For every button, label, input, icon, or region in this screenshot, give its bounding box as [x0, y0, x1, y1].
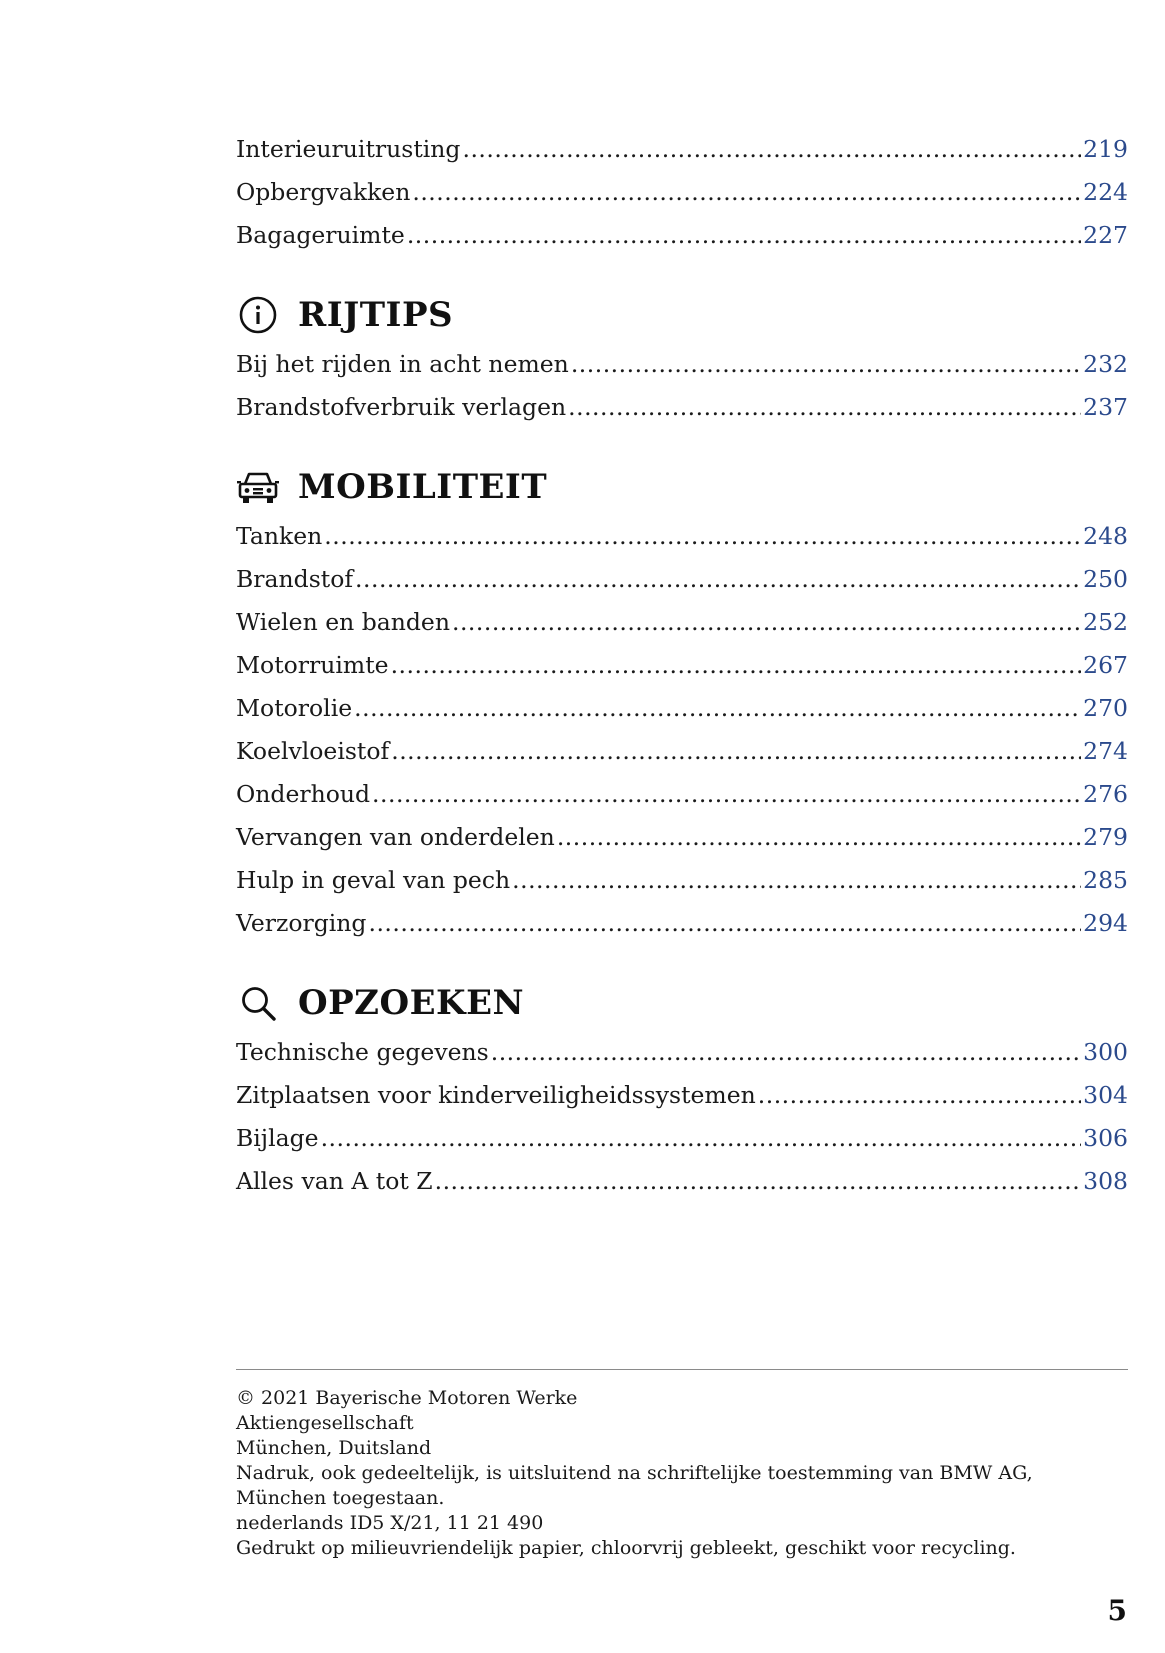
toc-entry-title: Wielen en banden — [236, 608, 450, 636]
toc-entry-page[interactable]: 224 — [1083, 178, 1128, 206]
toc-entry-page[interactable]: 294 — [1083, 909, 1128, 937]
toc-entry-page[interactable]: 219 — [1083, 135, 1128, 163]
section-heading-rijtips — [236, 293, 1128, 337]
toc-entry-title: Tanken — [236, 522, 323, 550]
section-title: RIJTIPS — [298, 295, 454, 335]
dot-leader — [568, 386, 1081, 429]
dot-leader — [435, 1160, 1082, 1203]
toc-entry-page[interactable]: 279 — [1083, 823, 1128, 851]
table-of-contents — [236, 128, 1128, 1203]
toc-entry-page[interactable]: 276 — [1083, 780, 1128, 808]
dot-leader — [355, 558, 1081, 601]
toc-entry-page[interactable]: 248 — [1083, 522, 1128, 550]
dot-leader — [324, 515, 1081, 558]
dot-leader — [372, 773, 1081, 816]
toc-entry-page[interactable]: 237 — [1083, 393, 1128, 421]
dot-leader — [462, 128, 1081, 171]
edition-line: nederlands ID5 X/21, 11 21 490 — [236, 1512, 544, 1534]
dot-leader — [758, 1074, 1081, 1117]
section-heading-mobiliteit — [236, 465, 1128, 509]
toc-entry[interactable] — [236, 515, 1128, 558]
toc-entry-page[interactable]: 267 — [1083, 651, 1128, 679]
company-line: Aktiengesellschaft — [236, 1412, 414, 1434]
dot-leader — [321, 1117, 1082, 1160]
dot-leader — [391, 730, 1081, 773]
section-title: MOBILITEIT — [298, 467, 548, 507]
toc-entry-title: Alles van A tot Z — [236, 1167, 433, 1195]
toc-entry-title: Motorolie — [236, 694, 353, 722]
dot-leader — [491, 1031, 1081, 1074]
car-icon — [236, 465, 280, 509]
section-title: OPZOEKEN — [298, 983, 525, 1023]
toc-entry-title: Verzorging — [236, 909, 367, 937]
printing-notice: Gedrukt op milieuvriendelijk papier, chloorvrij gebleekt, geschikt voor recycling. — [236, 1537, 1016, 1559]
toc-entry-title: Opbergvakken — [236, 178, 411, 206]
dot-leader — [557, 816, 1081, 859]
toc-entry[interactable] — [236, 816, 1128, 859]
toc-entry-opbergvakken[interactable] — [236, 171, 1128, 214]
toc-entry[interactable] — [236, 386, 1128, 429]
toc-entry-page[interactable]: 227 — [1083, 221, 1128, 249]
toc-entry-title: Brandstof — [236, 565, 354, 593]
toc-entry[interactable] — [236, 687, 1128, 730]
toc-entry-title: Koelvloeistof — [236, 737, 390, 765]
toc-entry-title: Interieuruitrusting — [236, 135, 461, 163]
toc-entry-title: Bij het rijden in acht nemen — [236, 350, 569, 378]
toc-entry-page[interactable]: 274 — [1083, 737, 1128, 765]
toc-entry[interactable] — [236, 601, 1128, 644]
toc-entry[interactable] — [236, 644, 1128, 687]
toc-entry-page[interactable]: 308 — [1083, 1167, 1128, 1195]
toc-entry-interieuruitrusting[interactable] — [236, 128, 1128, 171]
toc-entry-bagageruimte[interactable] — [236, 214, 1128, 257]
toc-entry-page[interactable]: 232 — [1083, 350, 1128, 378]
toc-entry-title: Hulp in geval van pech — [236, 866, 511, 894]
toc-entry-title: Motorruimte — [236, 651, 389, 679]
toc-entry-page[interactable]: 252 — [1083, 608, 1128, 636]
toc-entry-title: Bijlage — [236, 1124, 319, 1152]
reprint-notice: Nadruk, ook gedeeltelijk, is uitsluitend na schriftelijke toestemming van BMW AG, München toegestaan. — [236, 1462, 1033, 1509]
location-line: München, Duitsland — [236, 1437, 432, 1459]
section-heading-opzoeken — [236, 981, 1128, 1025]
dot-leader — [407, 214, 1081, 257]
dot-leader — [412, 171, 1081, 214]
search-icon — [236, 981, 280, 1025]
toc-entry-title: Onderhoud — [236, 780, 371, 808]
toc-entry-page[interactable]: 306 — [1083, 1124, 1128, 1152]
toc-entry-title: Bagageruimte — [236, 221, 405, 249]
dot-leader — [452, 601, 1081, 644]
dot-leader — [368, 902, 1081, 945]
toc-entry[interactable] — [236, 773, 1128, 816]
toc-entry[interactable] — [236, 1160, 1128, 1203]
toc-entry[interactable] — [236, 730, 1128, 773]
info-icon — [236, 293, 280, 337]
toc-entry-title: Brandstofverbruik verlagen — [236, 393, 567, 421]
dot-leader — [571, 343, 1081, 386]
toc-entry-page[interactable]: 304 — [1083, 1081, 1128, 1109]
toc-entry-title: Technische gegevens — [236, 1038, 489, 1066]
toc-entry[interactable] — [236, 1031, 1128, 1074]
toc-entry[interactable] — [236, 558, 1128, 601]
toc-entry[interactable] — [236, 343, 1128, 386]
toc-entry[interactable] — [236, 1074, 1128, 1117]
toc-entry-page[interactable]: 300 — [1083, 1038, 1128, 1066]
toc-entry-page[interactable]: 250 — [1083, 565, 1128, 593]
toc-entry[interactable] — [236, 902, 1128, 945]
toc-entry-page[interactable]: 270 — [1083, 694, 1128, 722]
imprint-footer — [236, 1369, 1128, 1561]
dot-leader — [354, 687, 1081, 730]
toc-entry-page[interactable]: 285 — [1083, 866, 1128, 894]
toc-entry-title: Zitplaatsen voor kinderveiligheidssystemen — [236, 1081, 756, 1109]
dot-leader — [391, 644, 1082, 687]
toc-entry-title: Vervangen van onderdelen — [236, 823, 555, 851]
toc-entry[interactable] — [236, 1117, 1128, 1160]
copyright-line: © 2021 Bayerische Motoren Werke — [236, 1387, 578, 1409]
dot-leader — [512, 859, 1081, 902]
page-number: 5 — [1107, 1594, 1127, 1627]
toc-entry[interactable] — [236, 859, 1128, 902]
